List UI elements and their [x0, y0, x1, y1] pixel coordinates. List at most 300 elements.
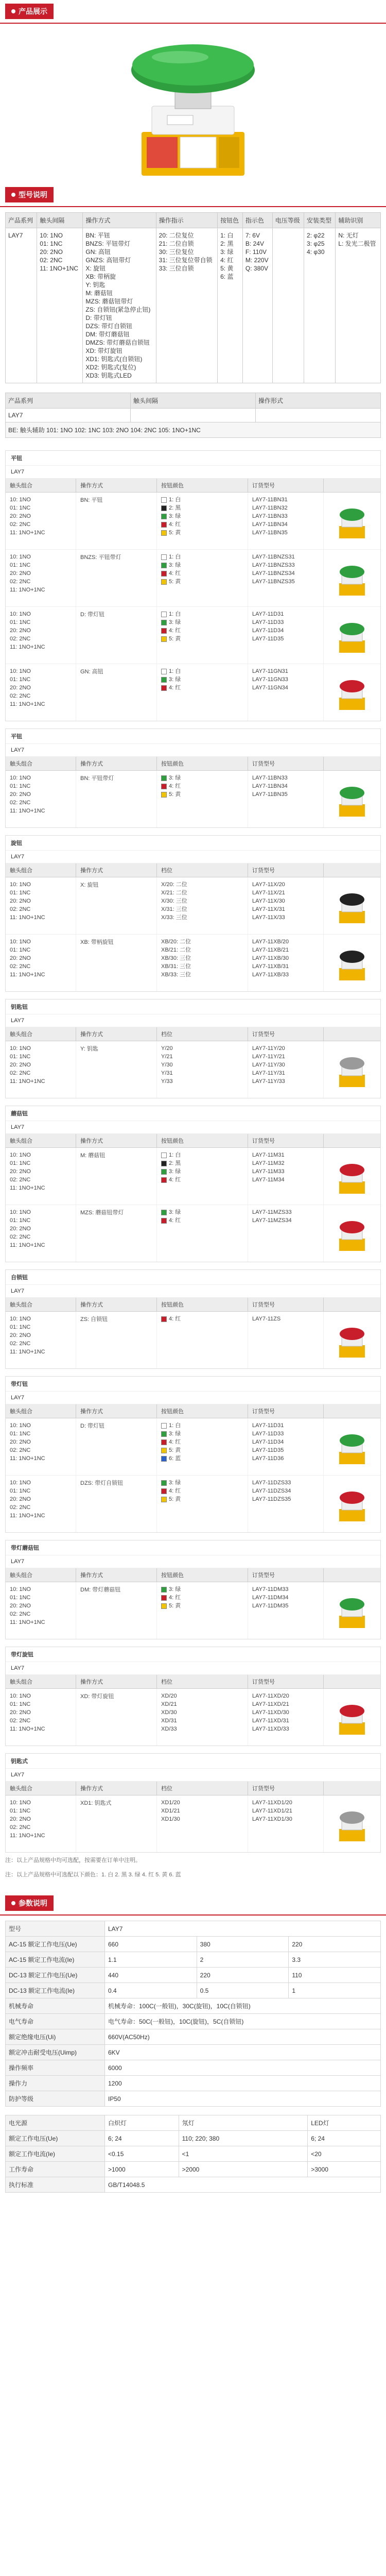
param-value: 1.1 — [105, 1952, 197, 1968]
order-codes — [248, 877, 324, 934]
text-line: 10: 1NO — [10, 554, 31, 560]
colors — [157, 771, 248, 827]
order-codes — [248, 1148, 324, 1205]
product-thumb — [324, 1476, 380, 1532]
catalog-header — [6, 1568, 380, 1582]
order-code: LAY7-11XD/33 — [252, 1726, 289, 1732]
product-thumb — [324, 550, 380, 606]
section-title: 参数说明 — [19, 1899, 47, 1907]
catalog-row — [6, 493, 380, 550]
param-value: 220 — [197, 1968, 289, 1983]
lamp-table — [5, 2115, 381, 2193]
param-value: 220 — [289, 1937, 381, 1952]
color-swatch — [161, 636, 167, 642]
contacts — [6, 1582, 76, 1639]
color-label: 1: 白 — [169, 1422, 181, 1429]
code-table — [5, 212, 381, 383]
product-thumb — [324, 771, 380, 827]
colors — [157, 664, 248, 721]
color-label: X/30: 三位 — [161, 898, 187, 904]
catalog-row — [6, 1205, 380, 1262]
color-label: 4: 红 — [169, 1177, 181, 1183]
button-thumbnail — [329, 1213, 375, 1254]
order-code: LAY7-11Y/30 — [252, 1062, 285, 1068]
color-line — [161, 1454, 243, 1463]
color-line — [161, 1315, 243, 1323]
section-header-params — [0, 1892, 386, 1916]
order-code: LAY7-11Y/31 — [252, 1070, 285, 1076]
order-code: LAY7-11XD/20 — [252, 1693, 289, 1699]
lamp-value: <20 — [308, 2146, 381, 2162]
catalog-title-text: 平钮 — [11, 455, 22, 462]
colors — [157, 1689, 248, 1745]
color-swatch — [161, 669, 167, 674]
color-line — [161, 1069, 243, 1077]
param-row — [6, 2029, 381, 2045]
color-label: XB/20: 二位 — [161, 939, 191, 945]
text-line: 02: 2NC — [10, 636, 31, 642]
colors — [157, 607, 248, 664]
code-cell — [336, 228, 381, 383]
operation: Y: 钥匙 — [76, 1041, 157, 1098]
text-line: 10: 1NO — [10, 1480, 31, 1486]
color-swatch — [161, 571, 167, 577]
color-line — [161, 880, 243, 889]
catalog-col-header: 订货型号 — [248, 863, 324, 877]
order-codes — [248, 1795, 324, 1852]
text-line: 11: 1NO+1NC — [10, 701, 45, 707]
param-label: 电气寿命 — [6, 2014, 105, 2029]
contacts — [6, 877, 76, 934]
catalog-card — [5, 1269, 381, 1369]
text-line: 02: 2NC — [10, 579, 31, 585]
color-label: 3: 绿 — [169, 1168, 181, 1175]
color-line — [161, 675, 243, 684]
order-code: LAY7-11GN31 — [252, 668, 288, 674]
text-line: 02: 2NC — [10, 1177, 31, 1183]
product-thumb — [324, 1795, 380, 1852]
order-code: LAY7-11DZS35 — [252, 1496, 291, 1502]
operation: BN: 平钮带灯 — [76, 771, 157, 827]
catalog-title — [6, 1540, 380, 1555]
color-line — [161, 790, 243, 799]
params — [0, 1916, 386, 2208]
color-label: X/31: 三位 — [161, 906, 187, 912]
aux-cell — [131, 409, 256, 422]
text-line: 20: 2NO — [10, 685, 31, 691]
contacts — [6, 1476, 76, 1532]
order-codes — [248, 1418, 324, 1475]
color-line — [161, 610, 243, 618]
color-label: 4: 红 — [169, 1595, 181, 1601]
text-line: 02: 2NC — [10, 693, 31, 699]
color-line — [161, 684, 243, 692]
text-line: DMZS: 带灯蘑菇自锁钮 — [85, 339, 150, 346]
catalog-col-header: 操作方式 — [76, 863, 157, 877]
param-label: AC-15 额定工作电压(Ue) — [6, 1937, 105, 1952]
aux-col-header: 触头间隔 — [131, 393, 256, 409]
color-swatch — [161, 1210, 167, 1215]
color-line — [161, 897, 243, 905]
color-swatch — [161, 1431, 167, 1437]
text-line: GN: 高钮 — [85, 248, 111, 256]
order-code: LAY7-11XB/33 — [252, 972, 289, 978]
param-label: 额定冲击耐受电压(Uimp) — [6, 2045, 105, 2060]
catalog-title-text: 自锁钮 — [11, 1275, 28, 1281]
order-code: LAY7-11Y/20 — [252, 1045, 285, 1052]
text-line: 11: 1NO+1NC — [10, 1833, 45, 1839]
param-row — [6, 1937, 381, 1952]
param-label: 操作力 — [6, 2076, 105, 2091]
text-line: 11: 1NO+1NC — [40, 265, 79, 272]
param-row — [6, 2076, 381, 2091]
product-thumb — [324, 607, 380, 664]
catalog-row — [6, 550, 380, 607]
text-line: 02: 2NC — [10, 1504, 31, 1511]
text-line: M: 蘑菇钮 — [85, 290, 113, 297]
operation: D: 带灯钮 — [76, 607, 157, 664]
operation: XB: 带柄旋钮 — [76, 935, 157, 991]
catalog-col-header: 订货型号 — [248, 1298, 324, 1311]
catalog-header — [6, 1298, 380, 1312]
order-code: LAY7-11D34 — [252, 1439, 284, 1445]
operation: DM: 带灯蘑菇钮 — [76, 1582, 157, 1639]
color-line — [161, 1176, 243, 1184]
color-swatch — [161, 1488, 167, 1494]
lamp-value: >1000 — [105, 2162, 179, 2177]
catalog-row — [6, 877, 380, 935]
order-code: LAY7-11XD1/21 — [252, 1808, 292, 1814]
catalog-card — [5, 1376, 381, 1533]
catalog-col-header: 触头组合 — [6, 1568, 76, 1582]
order-code: LAY7-11X/21 — [252, 890, 285, 896]
order-code: LAY7-11BN31 — [252, 497, 288, 503]
catalog-col-header: 操作方式 — [76, 757, 157, 770]
catalog-title-text: 带灯钮 — [11, 1381, 28, 1387]
text-line: 20: 2NO — [10, 570, 31, 577]
contacts — [6, 664, 76, 721]
color-label: XD/21 — [161, 1701, 177, 1707]
order-codes — [248, 1312, 324, 1368]
color-line — [161, 913, 243, 922]
color-line — [161, 1692, 243, 1700]
catalog-row — [6, 1148, 380, 1205]
catalog-col-header: 操作方式 — [76, 1134, 157, 1147]
order-code: LAY7-11XB/31 — [252, 963, 289, 970]
color-line — [161, 1044, 243, 1053]
text-line: 11: 1NO+1NC — [10, 1513, 45, 1519]
color-swatch — [161, 1456, 167, 1462]
catalog-title — [6, 729, 380, 744]
order-code: LAY7-11GN34 — [252, 685, 288, 691]
text-line: 10: 1NO — [10, 497, 31, 503]
param-value: 1 — [289, 1983, 381, 1998]
catalog-row — [6, 664, 380, 721]
text-line: 10: 1NO — [10, 1045, 31, 1052]
order-code: LAY7-11DM33 — [252, 1586, 289, 1592]
aux-table — [5, 393, 381, 438]
order-code: LAY7-11M34 — [252, 1177, 285, 1183]
color-label: 3: 绿 — [169, 562, 181, 568]
colors — [157, 1041, 248, 1098]
contacts — [6, 1418, 76, 1475]
operation: D: 带灯钮 — [76, 1418, 157, 1475]
order-code: LAY7-11DM35 — [252, 1603, 289, 1609]
lamp-row — [6, 2115, 381, 2131]
text-line: Q: 380V — [245, 265, 268, 272]
color-line — [161, 1421, 243, 1430]
order-code: LAY7-11D35 — [252, 636, 284, 642]
order-code: LAY7-11X/33 — [252, 914, 285, 921]
color-label: Y/31 — [161, 1070, 173, 1076]
text-line: 02: 2NC — [10, 1447, 31, 1453]
color-line — [161, 1446, 243, 1454]
text-line: 10: 1NO — [10, 1800, 31, 1806]
text-line: 20: 2NO — [10, 791, 31, 798]
param-value: 660 — [105, 1937, 197, 1952]
lamp-value: <1 — [179, 2146, 308, 2162]
color-line — [161, 1216, 243, 1225]
order-code: LAY7-11D31 — [252, 1422, 284, 1429]
colors — [157, 493, 248, 549]
text-line: 10: 1NO — [10, 775, 31, 781]
order-code: LAY7-11XD1/30 — [252, 1816, 292, 1822]
color-swatch — [161, 530, 167, 536]
text-line: 01: 1NC — [10, 676, 31, 683]
text-line: 10: 1NO — [10, 1209, 31, 1215]
color-label: 5: 黄 — [169, 579, 181, 585]
text-line: 01: 1NC — [10, 1701, 31, 1707]
order-code: LAY7-11D31 — [252, 611, 284, 617]
catalog-col-header: 档位 — [157, 1675, 248, 1688]
order-codes — [248, 1041, 324, 1098]
text-line: X: 旋钮 — [85, 265, 106, 272]
catalog-col-header: 订货型号 — [248, 1782, 324, 1795]
order-code: LAY7-11BNZS35 — [252, 579, 295, 585]
text-line: 10: 1NO — [10, 668, 31, 674]
catalog-title — [6, 1647, 380, 1662]
color-label: 1: 白 — [169, 1152, 181, 1158]
text-line: 20: 2NO — [10, 1332, 31, 1338]
colors — [157, 1312, 248, 1368]
param-value: 0.5 — [197, 1983, 289, 1998]
text-line: 01: 1NC — [10, 1488, 31, 1494]
param-row — [6, 1968, 381, 1983]
catalog-col-header: 按钮颜色 — [157, 1298, 248, 1311]
color-line — [161, 1700, 243, 1708]
code-col-header: 安装类型 — [304, 213, 336, 228]
catalog-title — [6, 999, 380, 1014]
color-swatch — [161, 1603, 167, 1609]
button-thumbnail — [329, 1590, 375, 1631]
color-line — [161, 635, 243, 643]
product-thumb — [324, 877, 380, 934]
text-line: 20: 2NO — [10, 1496, 31, 1502]
order-code: LAY7-11DM34 — [252, 1595, 289, 1601]
colors — [157, 550, 248, 606]
color-line — [161, 971, 243, 979]
color-swatch — [161, 497, 167, 503]
catalog-col-header: 触头组合 — [6, 1027, 76, 1041]
catalog-card — [5, 999, 381, 1098]
param-value: 机械寿命：100C(一般钮)，30C(旋钮)，10C(自锁钮) — [105, 1998, 381, 2014]
contact-red — [147, 137, 178, 168]
order-code: LAY7-11BNZS34 — [252, 570, 295, 577]
catalog-col-header: 触头组合 — [6, 479, 76, 492]
order-codes — [248, 1205, 324, 1262]
color-label: 3: 绿 — [169, 1586, 181, 1592]
contacts — [6, 607, 76, 664]
code-cell — [156, 228, 217, 383]
color-line — [161, 1585, 243, 1594]
lamp-row — [6, 2131, 381, 2146]
text-line: M: 220V — [245, 257, 269, 264]
color-line — [161, 938, 243, 946]
lamp-value: LED灯 — [308, 2115, 381, 2131]
catalog-col-header: 按钮颜色 — [157, 479, 248, 492]
color-swatch — [161, 1423, 167, 1429]
catalog-row — [6, 1689, 380, 1745]
button-thumbnail — [329, 1483, 375, 1524]
param-value: 440 — [105, 1968, 197, 1983]
lamp-value: 6; 24 — [308, 2131, 381, 2146]
colors — [157, 1582, 248, 1639]
color-label: XD/20 — [161, 1693, 177, 1699]
catalog-col-header: 订货型号 — [248, 479, 324, 492]
catalog-header — [6, 1027, 380, 1041]
catalog-model: LAY7 — [6, 466, 380, 479]
order-code: LAY7-11XD/21 — [252, 1701, 289, 1707]
text-line: 01: 1NC — [10, 947, 31, 953]
order-codes — [248, 1476, 324, 1532]
param-label: DC-13 额定工作电压(Ue) — [6, 1968, 105, 1983]
catalog-title — [6, 1754, 380, 1769]
catalog-title-text: 带灯蘑菇钮 — [11, 1545, 39, 1551]
param-row — [6, 2045, 381, 2060]
aux-cell: LAY7 — [6, 409, 131, 422]
catalog-row — [6, 1041, 380, 1098]
product-thumb — [324, 664, 380, 721]
bullet-icon — [11, 193, 15, 197]
catalog-col-header: 按钮颜色 — [157, 1134, 248, 1147]
aux-col-header: 产品系列 — [6, 393, 131, 409]
color-line — [161, 578, 243, 586]
color-label: 5: 黄 — [169, 636, 181, 642]
order-codes — [248, 771, 324, 827]
catalog-model: LAY7 — [6, 744, 380, 757]
lamp-value: >2000 — [179, 2162, 308, 2177]
color-line — [161, 561, 243, 569]
text-line: 4: φ30 — [307, 248, 325, 256]
text-line: 01: 1NC — [10, 1431, 31, 1437]
catalog-col-header: 操作方式 — [76, 1568, 157, 1582]
text-line: Y: 钥匙 — [85, 281, 106, 289]
color-swatch — [161, 1448, 167, 1453]
text-line: 20: 2NO — [10, 1062, 31, 1068]
order-code: LAY7-11MZS33 — [252, 1209, 292, 1215]
text-line: 02: 2NC — [10, 1611, 31, 1617]
param-value: 0.4 — [105, 1983, 197, 1998]
order-code: LAY7-11XD/31 — [252, 1718, 289, 1724]
text-line: GNZS: 高钮带灯 — [85, 257, 131, 264]
catalog-header — [6, 479, 380, 493]
color-line — [161, 1061, 243, 1069]
color-label: X/33: 三位 — [161, 914, 187, 921]
catalog-col-header: 按钮颜色 — [157, 757, 248, 770]
param-row — [6, 1983, 381, 1998]
color-label: XD/31 — [161, 1718, 177, 1724]
text-line: 11: 1NO+1NC — [10, 914, 45, 921]
section-title: 型号说明 — [19, 191, 47, 199]
color-label: 4: 红 — [169, 1217, 181, 1224]
color-swatch — [161, 1480, 167, 1486]
catalog-title-text: 蘑菇钮 — [11, 1111, 28, 1117]
code-cell — [6, 228, 37, 383]
order-codes — [248, 493, 324, 549]
order-code: LAY7-11GN33 — [252, 676, 288, 683]
param-value: 6KV — [105, 2045, 381, 2060]
text-line: 20: 2NO — [10, 513, 31, 519]
text-line: 20: 2NO — [10, 628, 31, 634]
param-label: AC-15 额定工作电流(Ie) — [6, 1952, 105, 1968]
color-swatch — [161, 677, 167, 683]
product-thumb — [324, 1418, 380, 1475]
text-line: 7: 6V — [245, 232, 260, 239]
catalog-col-header: 操作方式 — [76, 1404, 157, 1418]
param-label: 防护等级 — [6, 2091, 105, 2107]
param-label: 额定绝缘电压(Ui) — [6, 2029, 105, 2045]
code-cell — [218, 228, 243, 383]
catalog-model: LAY7 — [6, 1769, 380, 1782]
order-codes — [248, 607, 324, 664]
catalog-col-header: 订货型号 — [248, 1134, 324, 1147]
order-code: LAY7-11Y/21 — [252, 1054, 285, 1060]
text-line: 5: 黄 — [220, 265, 234, 272]
button-thumbnail — [329, 672, 375, 713]
lamp-value: >3000 — [308, 2162, 381, 2177]
catalog-col-header: 操作方式 — [76, 1675, 157, 1688]
catalog-col-header: 档位 — [157, 863, 248, 877]
catalog-col-header: 按钮颜色 — [157, 1568, 248, 1582]
color-line — [161, 954, 243, 962]
text-line: 2: φ22 — [307, 232, 325, 239]
color-line — [161, 1815, 243, 1823]
color-swatch — [161, 522, 167, 528]
order-code: LAY7-11BN32 — [252, 505, 288, 511]
button-thumbnail — [329, 557, 375, 599]
button-thumbnail — [329, 1156, 375, 1197]
contacts — [6, 1689, 76, 1745]
color-line — [161, 553, 243, 561]
catalog-header — [6, 757, 380, 771]
text-line: 20: 2NO — [10, 1226, 31, 1232]
lamp-label: 电光源 — [6, 2115, 105, 2131]
contacts — [6, 935, 76, 991]
color-line — [161, 1495, 243, 1503]
catalog-header — [6, 1404, 380, 1418]
catalog-card — [5, 1540, 381, 1639]
text-line: 20: 2NO — [10, 1439, 31, 1445]
operation: BN: 平钮 — [76, 493, 157, 549]
catalog-title — [6, 451, 380, 466]
color-line — [161, 1799, 243, 1807]
color-label: 3: 绿 — [169, 775, 181, 781]
order-code: LAY7-11BNZS31 — [252, 554, 295, 560]
color-swatch — [161, 505, 167, 511]
color-label: 1: 白 — [169, 554, 181, 560]
param-value: 电气寿命：50C(一般钮)，10C(旋钮)，5C(自锁钮) — [105, 2014, 381, 2029]
text-line: 11: 1NO+1NC — [10, 1349, 45, 1355]
